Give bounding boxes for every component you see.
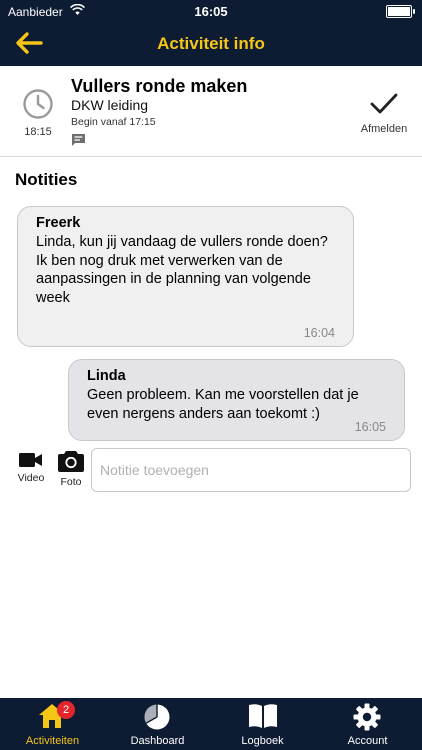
- note-time: 16:05: [354, 420, 386, 434]
- note-text: Geen probleem. Kan me voorstellen dat je even nergens anders aan toekomt :): [87, 387, 363, 422]
- page-title: Activiteit info: [157, 34, 265, 53]
- video-label: Video: [17, 472, 45, 484]
- header-bar: [0, 0, 422, 66]
- tab-account[interactable]: [315, 698, 420, 750]
- tab-label: Logboek: [241, 735, 284, 747]
- afmelden-button[interactable]: Afmelden: [360, 123, 408, 135]
- note-author: Freerk: [36, 215, 81, 231]
- tab-logboek[interactable]: [210, 698, 315, 750]
- activity-title: Vullers ronde maken: [71, 76, 248, 96]
- tab-label: Activiteiten: [25, 735, 80, 747]
- activity-subtitle: DKW leiding: [71, 97, 149, 113]
- comment-icon: [71, 133, 86, 147]
- tab-dashboard[interactable]: [105, 698, 210, 750]
- tab-label: Dashboard: [130, 735, 185, 747]
- clock-icon: [22, 88, 54, 120]
- note-bubble: [68, 359, 405, 441]
- activity-begin: Begin vanaf 17:15: [71, 116, 156, 128]
- gear-icon: [353, 703, 381, 731]
- photo-button[interactable]: [54, 450, 88, 488]
- tab-activiteiten[interactable]: [0, 698, 105, 750]
- carrier-label: Aanbieder: [8, 5, 63, 19]
- status-bar: [0, 2, 422, 20]
- notification-badge: 2: [57, 701, 75, 719]
- status-time: 16:05: [194, 4, 228, 19]
- note-time: 16:04: [303, 326, 335, 340]
- activity-card: [0, 66, 422, 157]
- note-input[interactable]: [91, 448, 411, 492]
- photo-label: Foto: [60, 476, 82, 488]
- camera-icon: [58, 450, 84, 472]
- checkmark-icon[interactable]: [370, 92, 398, 116]
- notes-heading: Notities: [15, 170, 78, 189]
- tab-label: Account: [347, 735, 388, 747]
- battery-icon: [386, 5, 412, 18]
- activity-time: 18:15: [24, 126, 52, 138]
- pie-chart-icon: [143, 703, 171, 731]
- note-author: Linda: [87, 368, 126, 384]
- tab-bar: [0, 698, 422, 750]
- video-button[interactable]: [12, 452, 50, 484]
- note-text: Linda, kun jij vandaag de vullers ronde doen? Ik ben nog druk met verwerken van de aanpassingen in de planning van volgende week: [36, 234, 328, 306]
- note-bubble: [17, 206, 354, 347]
- video-camera-icon: [19, 452, 43, 468]
- book-icon: [248, 703, 278, 729]
